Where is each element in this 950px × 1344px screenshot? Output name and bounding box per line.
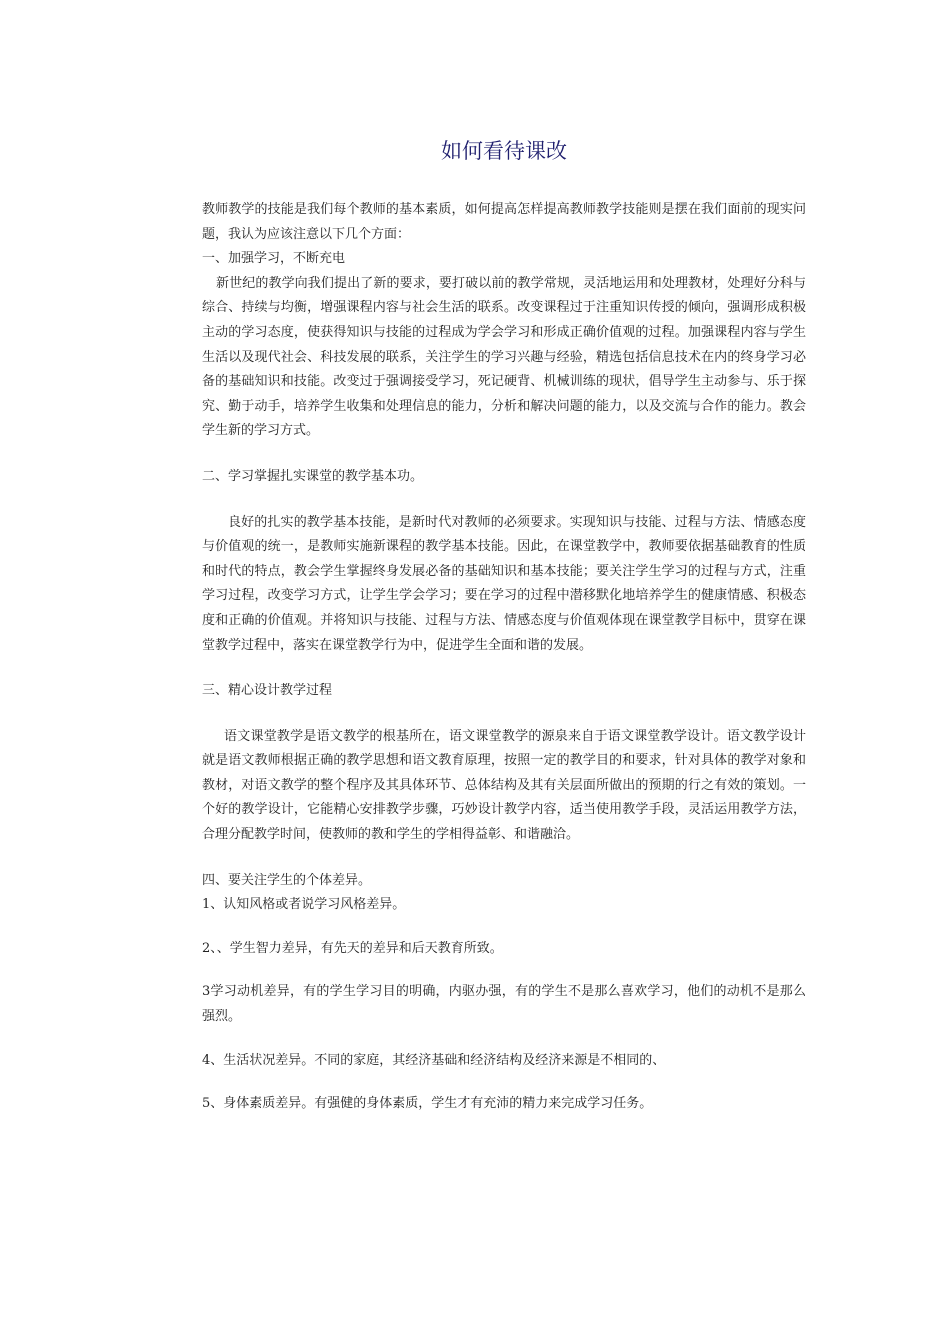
list-item: 2、、学生智力差异，有先天的差异和后天教育所致。 bbox=[202, 940, 503, 956]
section-3-paragraph: 语文课堂教学是语文教学的根基所在，语文课堂教学的源泉来自于语文课堂教学设计。语文教学设计就是语文教师根据正确的教学思想和语文教育原理，按照一定的教学目的和要求，针对具体的教学对象和教材，对语文教学的整个程序及其具体环节、总体结构及其有关层面所做出的预期的行之有效的策划。一个好的教学设计，它能精心安排教学步骤，巧妙设计教学内容，适当使用教学手段，灵活运用教学方法，合理分配教学时间，使教师的教和学生的学相得益彰、和谐融洽。 bbox=[202, 728, 806, 843]
section-3-heading: 三、精心设计教学过程 bbox=[202, 683, 333, 699]
section-1-heading: 一、加强学习，不断充电 bbox=[202, 251, 346, 267]
section-2-paragraph: 良好的扎实的教学基本技能，是新时代对教师的必须要求。实现知识与技能、过程与方法、情感态度与价值观的统一，是教师实施新课程的教学基本技能。因此，在课堂教学中，教师要依据基础教育的性质和时代的特点，教会学生掌握终身发展必备的基础知识和基本技能；要关注学生学习的过程与方式，注重学习过程，改变学习方式，让学生学会学习；要在学习的过程中潜移默化地培养学生的健康情感、积极态度和正确的价值观。并将知识与技能、过程与方法、情感态度与价值观体现在课堂教学目标中，贯穿在课堂教学过程中，落实在课堂教学行为中，促进学生全面和谐的发展。 bbox=[202, 514, 806, 653]
list-item: 4、生活状况差异。不同的家庭，其经济基础和经济结构及经济来源是不相同的、 bbox=[202, 1052, 666, 1068]
document-body bbox=[202, 198, 806, 1117]
list-item: 5、身体素质差异。有强健的身体素质，学生才有充沛的精力来完成学习任务。 bbox=[202, 1096, 653, 1112]
intro-paragraph: 教师教学的技能是我们每个教师的基本素质，如何提高怎样提高教师教学技能则是摆在我们面前的现实问题，我认为应该注意以下几个方面： bbox=[202, 202, 806, 242]
section-1-paragraph: 新世纪的教学向我们提出了新的要求，要打破以前的教学常规，灵活地运用和处理教材，处理好分科与综合、持续与均衡，增强课程内容与社会生活的联系。改变课程过于注重知识传授的倾向，强调形成积极主动的学习态度，使获得知识与技能的过程成为学会学习和形成正确价值观的过程。加强课程内容与学生生活以及现代社会、科技发展的联系，关注学生的学习兴趣与经验，精选包括信息技术在内的终身学习必备的基础知识和技能。改变过于强调接受学习，死记硬背、机械训练的现状，倡导学生主动参与、乐于探究、勤于动手，培养学生收集和处理信息的能力，分析和解决问题的能力，以及交流与合作的能力。教会学生新的学习方式。 bbox=[202, 275, 806, 439]
list-item: 3学习动机差异，有的学生学习目的明确，内驱办强，有的学生不是那么喜欢学习，他们的动机不是那么强烈。 bbox=[202, 984, 806, 1025]
section-2-heading: 二、学习掌握扎实课堂的教学基本功。 bbox=[202, 468, 424, 484]
list-item: 1、认知风格或者说学习风格差异。 bbox=[202, 897, 406, 913]
document-title: 如何看待课改 bbox=[441, 139, 567, 163]
section-4-heading: 四、要关注学生的个体差异。 bbox=[202, 872, 372, 888]
